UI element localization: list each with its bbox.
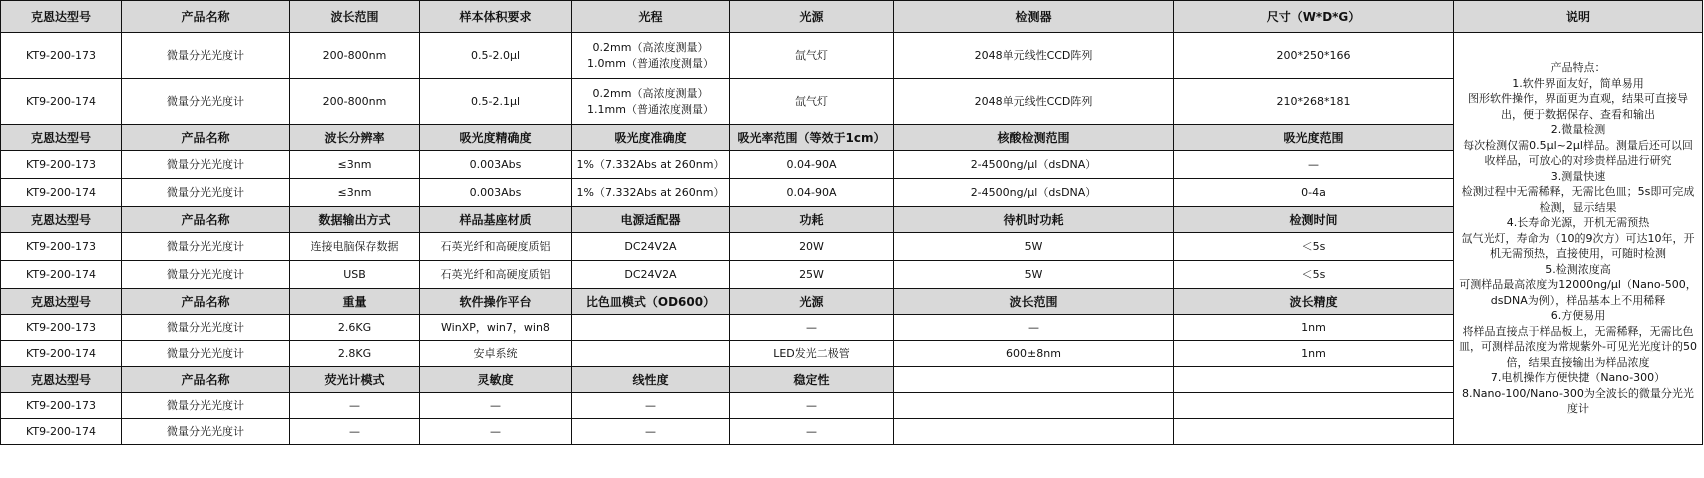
table-cell[interactable]: 0.5-2.1μl: [420, 79, 572, 125]
table-row: [1, 151, 1703, 179]
table-row: [1, 79, 1703, 125]
table-cell[interactable]: ≤3nm: [290, 151, 420, 179]
table-cell[interactable]: [1174, 393, 1454, 419]
header-row: [1, 207, 1703, 233]
header-cell[interactable]: 吸光度准确度: [572, 125, 730, 151]
note-line: 图形软件操作，界面更为直观，结果可直接导出，便于数据保存、查看和输出: [1468, 92, 1688, 121]
header-cell[interactable]: 软件操作平台: [420, 289, 572, 315]
note-line: 6.方便易用: [1550, 309, 1606, 323]
table-row: [1, 261, 1703, 289]
note-line: 氙气光灯，寿命为（10的9次方）可达10年，开机无需预热，直接使用，可随时检测: [1461, 231, 1695, 261]
header-cell[interactable]: 光源: [730, 1, 894, 33]
table-cell[interactable]: DC24V2A: [572, 261, 730, 289]
table-cell[interactable]: 1nm: [1174, 315, 1454, 341]
header-cell[interactable]: 灵敏度: [420, 367, 572, 393]
header-cell[interactable]: 产品名称: [122, 207, 290, 233]
note-line: 将样品直接点于样品板上，无需稀释，无需比色皿，可测样品浓度为常规紫外-可见光光度计的50倍，结果直接输出为样品浓度: [1459, 324, 1697, 369]
table-cell[interactable]: KT9-200-174: [1, 79, 122, 125]
table-cell[interactable]: 2.8KG: [290, 341, 420, 367]
table-cell[interactable]: 微量分光光度计: [122, 233, 290, 261]
header-cell[interactable]: 吸光度精确度: [420, 125, 572, 151]
table-cell[interactable]: ＜5s: [1174, 261, 1454, 289]
table-cell[interactable]: —: [730, 419, 894, 445]
table-cell[interactable]: 5W: [894, 233, 1174, 261]
header-cell[interactable]: 稳定性: [730, 367, 894, 393]
table-row: [1, 315, 1703, 341]
header-row: [1, 1, 1703, 33]
table-cell[interactable]: 微量分光光度计: [122, 261, 290, 289]
table-cell[interactable]: —: [290, 419, 420, 445]
table-cell[interactable]: 210*268*181: [1174, 79, 1454, 125]
table-cell[interactable]: LED发光二极管: [730, 341, 894, 367]
header-cell[interactable]: 功耗: [730, 207, 894, 233]
table-cell[interactable]: 25W: [730, 261, 894, 289]
table-cell[interactable]: 0.003Abs: [420, 179, 572, 207]
table-cell[interactable]: 2.6KG: [290, 315, 420, 341]
header-cell[interactable]: 待机时功耗: [894, 207, 1174, 233]
table-cell[interactable]: KT9-200-174: [1, 179, 122, 207]
table-cell[interactable]: KT9-200-173: [1, 33, 122, 79]
header-cell[interactable]: 线性度: [572, 367, 730, 393]
table-cell[interactable]: 600±8nm: [894, 341, 1174, 367]
header-row: [1, 367, 1703, 393]
table-cell[interactable]: 微量分光光度计: [122, 179, 290, 207]
table-cell[interactable]: 安卓系统: [420, 341, 572, 367]
header-cell[interactable]: 样本体积要求: [420, 1, 572, 33]
table-cell[interactable]: 2-4500ng/μl（dsDNA）: [894, 179, 1174, 207]
header-cell[interactable]: 吸光度范围: [1174, 125, 1454, 151]
header-cell[interactable]: 波长精度: [1174, 289, 1454, 315]
table-cell[interactable]: DC24V2A: [572, 233, 730, 261]
table-row: [1, 341, 1703, 367]
table-cell[interactable]: 1%（7.332Abs at 260nm）: [572, 179, 730, 207]
table-cell[interactable]: KT9-200-174: [1, 261, 122, 289]
header-row: [1, 125, 1703, 151]
table-cell[interactable]: 微量分光光度计: [122, 79, 290, 125]
header-cell[interactable]: 光程: [572, 1, 730, 33]
header-cell[interactable]: 波长范围: [894, 289, 1174, 315]
table-cell[interactable]: 微量分光光度计: [122, 151, 290, 179]
table-cell[interactable]: —: [290, 393, 420, 419]
table-cell[interactable]: [894, 419, 1174, 445]
table-cell[interactable]: —: [420, 393, 572, 419]
table-cell[interactable]: 微量分光光度计: [122, 315, 290, 341]
table-cell[interactable]: 连接电脑保存数据: [290, 233, 420, 261]
header-cell[interactable]: 光源: [730, 289, 894, 315]
table-cell[interactable]: 石英光纤和高硬度质铝: [420, 233, 572, 261]
table-cell[interactable]: ＜5s: [1174, 233, 1454, 261]
table-cell[interactable]: [1174, 419, 1454, 445]
header-cell[interactable]: 尺寸（W*D*G）: [1174, 1, 1454, 33]
note-line: 4.长寿命光源，开机无需预热: [1506, 216, 1650, 230]
table-cell[interactable]: 微量分光光度计: [122, 393, 290, 419]
header-cell[interactable]: 克恩达型号: [1, 1, 122, 33]
table-cell[interactable]: —: [1174, 151, 1454, 179]
header-cell[interactable]: 数据输出方式: [290, 207, 420, 233]
header-cell[interactable]: 克恩达型号: [1, 289, 122, 315]
table-cell[interactable]: 2048单元线性CCD阵列: [894, 79, 1174, 125]
note-line: 8.Nano-100/Nano-300为全波长的微量分光光度计: [1462, 386, 1694, 416]
table-cell[interactable]: USB: [290, 261, 420, 289]
note-line: 3.测量快速: [1550, 169, 1606, 183]
note-line: 每次检测仅需0.5μl~2μl样品。测量后还可以回收样品，可放心的对珍贵样品进行研究: [1463, 138, 1693, 168]
table-cell[interactable]: —: [730, 315, 894, 341]
header-cell[interactable]: 产品名称: [122, 1, 290, 33]
note-line: 1.软件界面友好，简单易用: [1512, 76, 1644, 90]
header-cell[interactable]: 样品基座材质: [420, 207, 572, 233]
table-cell[interactable]: —: [730, 393, 894, 419]
table-cell[interactable]: 2048单元线性CCD阵列: [894, 33, 1174, 79]
header-cell[interactable]: 克恩达型号: [1, 207, 122, 233]
table-cell[interactable]: —: [572, 419, 730, 445]
table-cell[interactable]: 0-4a: [1174, 179, 1454, 207]
table-cell[interactable]: KT9-200-173: [1, 393, 122, 419]
header-cell[interactable]: 重量: [290, 289, 420, 315]
table-cell[interactable]: 200-800nm: [290, 79, 420, 125]
table-row: [1, 233, 1703, 261]
table-cell[interactable]: 1%（7.332Abs at 260nm）: [572, 151, 730, 179]
note-line: 产品特点：: [1550, 61, 1606, 75]
table-cell[interactable]: 200*250*166: [1174, 33, 1454, 79]
table-cell[interactable]: 5W: [894, 261, 1174, 289]
header-cell[interactable]: 检测时间: [1174, 207, 1454, 233]
table-cell[interactable]: —: [894, 315, 1174, 341]
note-line: 检测过程中无需稀释，无需比色皿；5s即可完成检测，显示结果: [1461, 185, 1695, 214]
table-cell[interactable]: [894, 393, 1174, 419]
header-cell[interactable]: 波长分辨率: [290, 125, 420, 151]
table-cell[interactable]: 1nm: [1174, 341, 1454, 367]
header-cell[interactable]: 波长范围: [290, 1, 420, 33]
table-cell[interactable]: 氙气灯: [730, 33, 894, 79]
header-row: [1, 289, 1703, 315]
header-cell[interactable]: 说明: [1454, 1, 1703, 33]
table-cell[interactable]: 0.04-90A: [730, 151, 894, 179]
table-cell[interactable]: KT9-200-173: [1, 233, 122, 261]
header-cell[interactable]: [1174, 367, 1454, 393]
table-cell[interactable]: 200-800nm: [290, 33, 420, 79]
table-cell[interactable]: 0.5-2.0μl: [420, 33, 572, 79]
note-line: 2.微量检测: [1550, 123, 1606, 137]
header-cell[interactable]: 吸光率范围（等效于1cm）: [730, 125, 894, 151]
table-cell[interactable]: 0.2mm（高浓度测量）1.1mm（普通浓度测量）: [572, 79, 730, 125]
table-cell[interactable]: 石英光纤和高硬度质铝: [420, 261, 572, 289]
header-cell[interactable]: [894, 367, 1174, 393]
header-cell[interactable]: 克恩达型号: [1, 125, 122, 151]
table-row: [1, 179, 1703, 207]
table-cell[interactable]: 0.2mm（高浓度测量）1.0mm（普通浓度测量）: [572, 33, 730, 79]
header-cell[interactable]: 克恩达型号: [1, 367, 122, 393]
table-cell[interactable]: 微量分光光度计: [122, 341, 290, 367]
table-cell[interactable]: 微量分光光度计: [122, 419, 290, 445]
table-cell[interactable]: 氙气灯: [730, 79, 894, 125]
table-cell[interactable]: ≤3nm: [290, 179, 420, 207]
header-cell[interactable]: 荧光计模式: [290, 367, 420, 393]
table-cell[interactable]: 0.04-90A: [730, 179, 894, 207]
table-cell[interactable]: 0.003Abs: [420, 151, 572, 179]
table-cell[interactable]: 2-4500ng/μl（dsDNA）: [894, 151, 1174, 179]
table-cell[interactable]: [572, 341, 730, 367]
header-cell[interactable]: 电源适配器: [572, 207, 730, 233]
table-cell[interactable]: KT9-200-174: [1, 341, 122, 367]
header-cell[interactable]: 产品名称: [122, 125, 290, 151]
note-line: 可测样品最高浓度为12000ng/μl（Nano-500，dsDNA为例），样品基本上不用稀释: [1459, 278, 1697, 307]
table-cell[interactable]: —: [572, 393, 730, 419]
table-cell[interactable]: 微量分光光度计: [122, 33, 290, 79]
table-cell[interactable]: KT9-200-173: [1, 151, 122, 179]
table-cell[interactable]: [572, 315, 730, 341]
table-cell[interactable]: 20W: [730, 233, 894, 261]
header-cell[interactable]: 检测器: [894, 1, 1174, 33]
header-cell[interactable]: 核酸检测范围: [894, 125, 1174, 151]
table-row: [1, 393, 1703, 419]
note-line: 7.电机操作方便快捷（Nano-300）: [1490, 371, 1666, 385]
header-cell[interactable]: 产品名称: [122, 289, 290, 315]
table-row: [1, 33, 1703, 79]
note-line: 5.检测浓度高: [1545, 262, 1611, 276]
table-cell[interactable]: KT9-200-174: [1, 419, 122, 445]
header-cell[interactable]: 产品名称: [122, 367, 290, 393]
table-cell[interactable]: —: [420, 419, 572, 445]
table-row: [1, 419, 1703, 445]
header-cell[interactable]: 比色皿模式（OD600）: [572, 289, 730, 315]
table-cell[interactable]: KT9-200-173: [1, 315, 122, 341]
notes-cell[interactable]: [1454, 33, 1703, 445]
table-cell[interactable]: WinXP，win7，win8: [420, 315, 572, 341]
